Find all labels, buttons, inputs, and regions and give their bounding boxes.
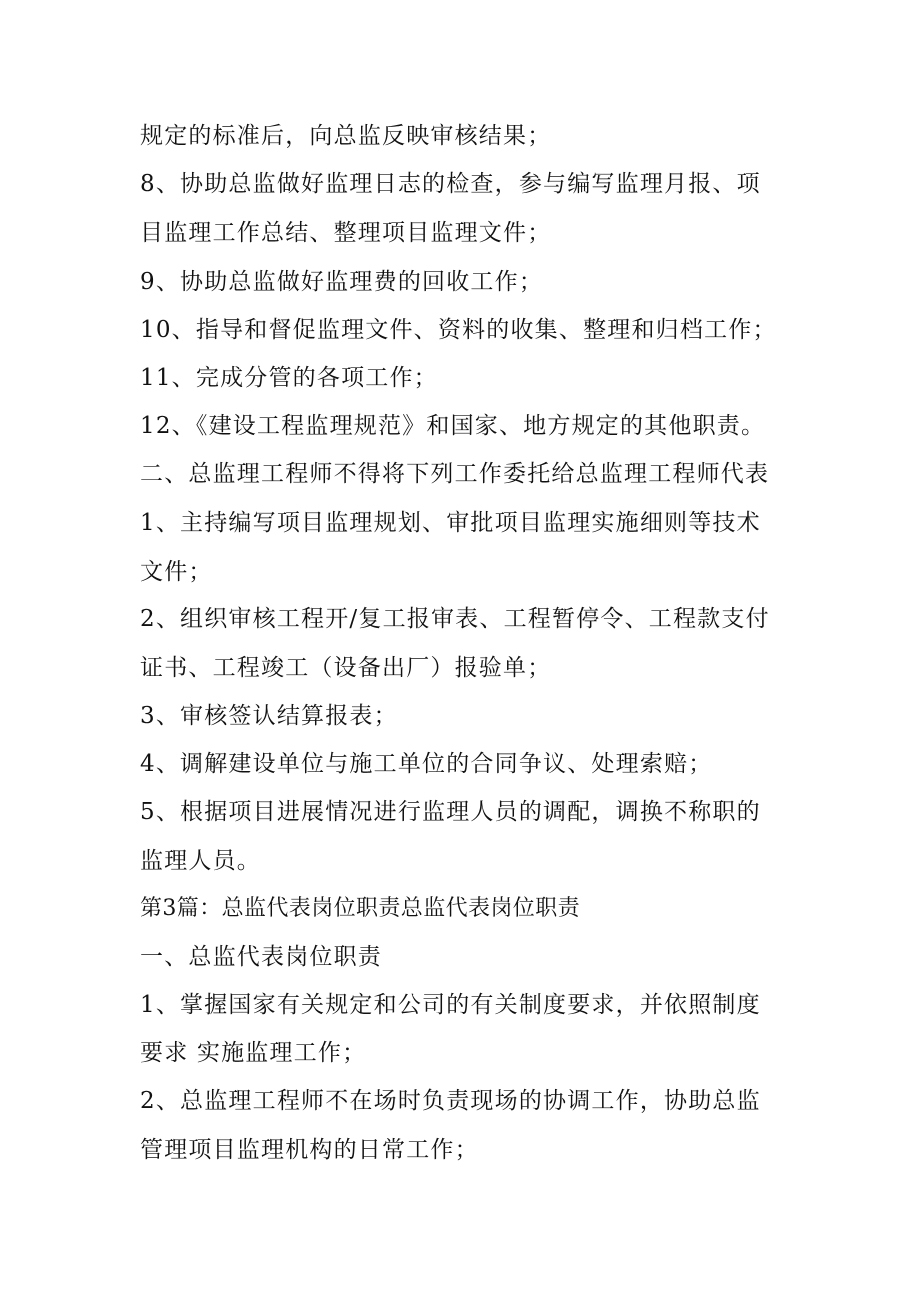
text-line: 文件；: [140, 559, 213, 585]
text-line: 11、完成分管的各项工作；: [140, 365, 438, 391]
text-line: 规定的标准后，向总监反映审核结果；: [140, 123, 552, 149]
text-line: 管理项目监理机构的日常工作；: [140, 1137, 479, 1163]
section-heading: 一、总监代表岗位职责: [140, 944, 382, 970]
text-line: 9、协助总监做好监理费的回收工作；: [140, 269, 544, 295]
text-line: 要求 实施监理工作；: [140, 1040, 367, 1066]
text-line: 3、审核签认结算报表；: [140, 703, 398, 729]
section-heading: 二、总监理工程师不得将下列工作委托给总监理工程师代表: [140, 461, 770, 487]
text-line: 1、掌握国家有关规定和公司的有关制度要求，并依照制度: [140, 992, 761, 1018]
text-line: 目监理工作总结、整理项目监理文件；: [140, 220, 552, 246]
text-line: 8、协助总监做好监理日志的检查，参与编写监理月报、项: [140, 171, 761, 197]
text-line: 2、组织审核工程开/复工报审表、工程暂停令、工程款支付: [140, 606, 770, 632]
text-line: 10、指导和督促监理文件、资料的收集、整理和归档工作；: [140, 317, 777, 343]
text-line: 监理人员。: [140, 848, 261, 874]
text-line: 5、根据项目进展情况进行监理人员的调配，调换不称职的: [140, 799, 761, 825]
text-line: 1、主持编写项目监理规划、审批项目监理实施细则等技术: [140, 510, 761, 536]
text-line: 2、总监理工程师不在场时负责现场的协调工作，协助总监: [140, 1088, 761, 1114]
text-line: 12、《建设工程监理规范》和国家、地方规定的其他职责。: [140, 413, 766, 439]
text-line: 证书、工程竣工（设备出厂）报验单；: [140, 655, 552, 681]
text-line: 4、调解建设单位与施工单位的合同争议、处理索赔；: [140, 751, 713, 777]
chapter-title: 第3篇：总监代表岗位职责总监代表岗位职责: [140, 896, 580, 921]
